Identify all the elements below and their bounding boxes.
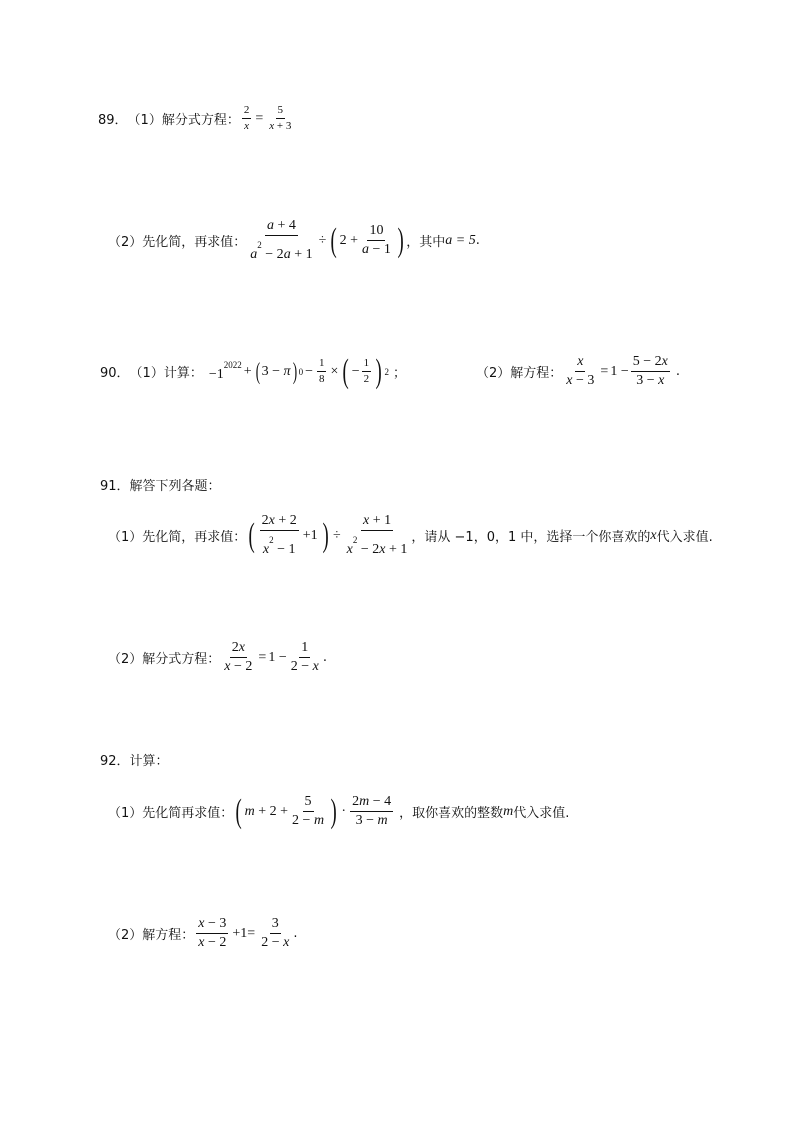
question-title: 计算： [129, 754, 169, 769]
question-number: 92． [100, 754, 130, 769]
variable: x [650, 527, 657, 543]
fraction: $\frac{2}{x}$ [243, 104, 250, 132]
part-label: （1）解分式方程： [127, 113, 240, 128]
condition-text: ，其中 [406, 235, 446, 250]
q89-part2: （2）先化简，再求值： $\frac{a + 4}{a^2 - 2a + 1}$ ÷ ( 2 + $\frac{10}{a - 1}$ ) ，其中 a = 5 . [108, 218, 480, 262]
semicolon: ； [392, 366, 406, 381]
fraction: $\frac{a + 4}{a^2 - 2a + 1}$ [250, 218, 313, 262]
q90-part1: 90． （1）计算： $-1^{2022}$ + ( 3 − π ) 0 − $\frac{1}{8}$ × ( − $\frac{1}{2}$ ) 2 ； [100, 352, 406, 390]
period: . [675, 364, 680, 379]
question-number: 91． [100, 479, 130, 494]
part-label: （2）解方程： [476, 366, 563, 381]
q92-title [100, 754, 169, 769]
part-label: （1）先化简，再求值： [108, 530, 247, 545]
instruction-text-end: 代入求值. [513, 806, 570, 821]
period: . [475, 233, 480, 248]
part-label: （1）先化简再求值： [108, 806, 234, 821]
instruction-text: ，请从 −1，0，1 中，选择一个你喜欢的 [411, 530, 651, 545]
q90-part2: （2）解方程： $\frac{x}{x - 3}$ = 1 − $\frac{5 - 2x}{3 - x}$ . [476, 354, 680, 388]
part-label: （1）计算： [129, 366, 203, 381]
part-label: （2）解方程： [108, 928, 195, 943]
condition-expression: a = 5 [445, 232, 476, 248]
q89-part1: 89． （1）解分式方程： $\frac{2}{x}$ = $\frac{5}{x + 3}$ [98, 104, 292, 132]
fraction: $\frac{5}{x + 3}$ [269, 104, 292, 132]
parenthesized-expression: ( 2 + $\frac{10}{a - 1}$ ) [330, 221, 404, 259]
q91-part2: （2）解分式方程： $\frac{2x}{x - 2}$ = 1 − $\frac{1}{2 - x}$ . [108, 640, 327, 674]
q91-title [100, 479, 221, 494]
q91-part1: （1）先化简，再求值： ( $\frac{2x + 2}{x^2 - 1}$ +1 ) ÷ $\frac{x + 1}{x^2 - 2x + 1}$ ，请从 −1，0，1 中，选择一个你喜欢的 x 代入求值. [108, 513, 713, 557]
q92-part2: （2）解方程： $\frac{x - 3}{x - 2}$ +1= $\frac{3}{2 - x}$ . [108, 916, 298, 950]
period: . [293, 926, 298, 941]
question-title: 解答下列各题： [129, 479, 221, 494]
q92-part1: （1）先化简再求值： ( m + 2 + $\frac{5}{2 - m}$ ) · $\frac{2m - 4}{3 - m}$ ，取你喜欢的整数 m 代入求值. [108, 792, 570, 830]
part-label: （2）先化简，再求值： [108, 235, 247, 250]
variable: m [503, 803, 514, 819]
question-number: 89． [98, 113, 128, 128]
period: . [322, 650, 327, 665]
part-label: （2）解分式方程： [108, 652, 221, 667]
question-number: 90． [100, 366, 130, 381]
instruction-text-end: 代入求值. [656, 530, 713, 545]
instruction-text: ，取你喜欢的整数 [399, 806, 504, 821]
